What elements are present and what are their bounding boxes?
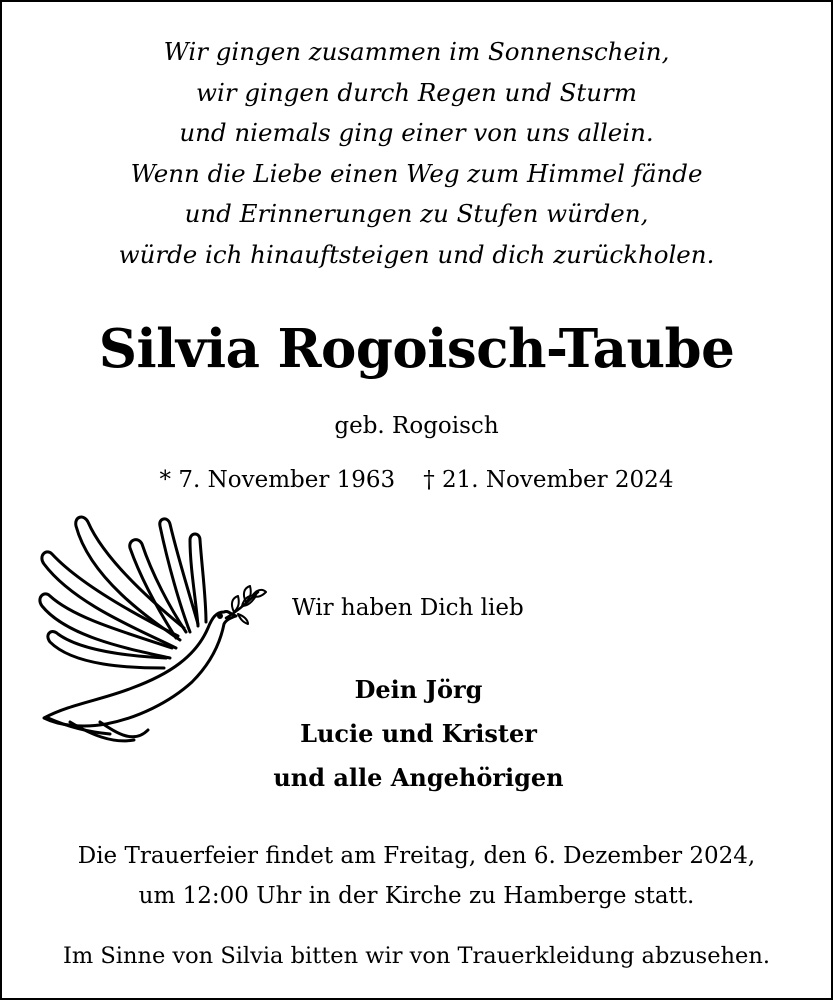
poem-line: und niemals ging einer von uns allein.: [179, 118, 654, 147]
signatory: und alle Angehörigen: [273, 763, 564, 792]
dress-code-note: Im Sinne von Silvia bitten wir von Trauerkleidung abzusehen.: [62, 943, 770, 969]
deceased-name: Silvia Rogoisch-Taube: [98, 318, 735, 380]
birth-name: geb. Rogoisch: [334, 413, 499, 439]
funeral-line: um 12:00 Uhr in der Kirche zu Hamberge statt.: [138, 883, 695, 909]
poem-line: Wir gingen zusammen im Sonnenschein,: [163, 37, 670, 66]
birth-date: * 7. November 1963: [159, 467, 396, 493]
signatory: Lucie und Krister: [300, 719, 537, 748]
funeral-info: [2, 836, 831, 916]
funeral-line: Die Trauerfeier findet am Freitag, den 6. Dezember 2024,: [77, 843, 756, 869]
poem-line: würde ich hinauftsteigen und dich zurückholen.: [118, 239, 715, 269]
signatory: Dein Jörg: [354, 675, 483, 704]
poem-line: und Erinnerungen zu Stufen würden,: [184, 199, 649, 228]
poem: [2, 32, 831, 275]
death-date: † 21. November 2024: [423, 467, 674, 493]
poem-line: wir gingen durch Regen und Sturm: [196, 77, 637, 107]
poem-line: Wenn die Liebe einen Weg zum Himmel fände: [130, 158, 703, 188]
signatories: [2, 668, 833, 800]
farewell-message: Wir haben Dich lieb: [292, 595, 524, 621]
life-dates: [2, 464, 831, 496]
